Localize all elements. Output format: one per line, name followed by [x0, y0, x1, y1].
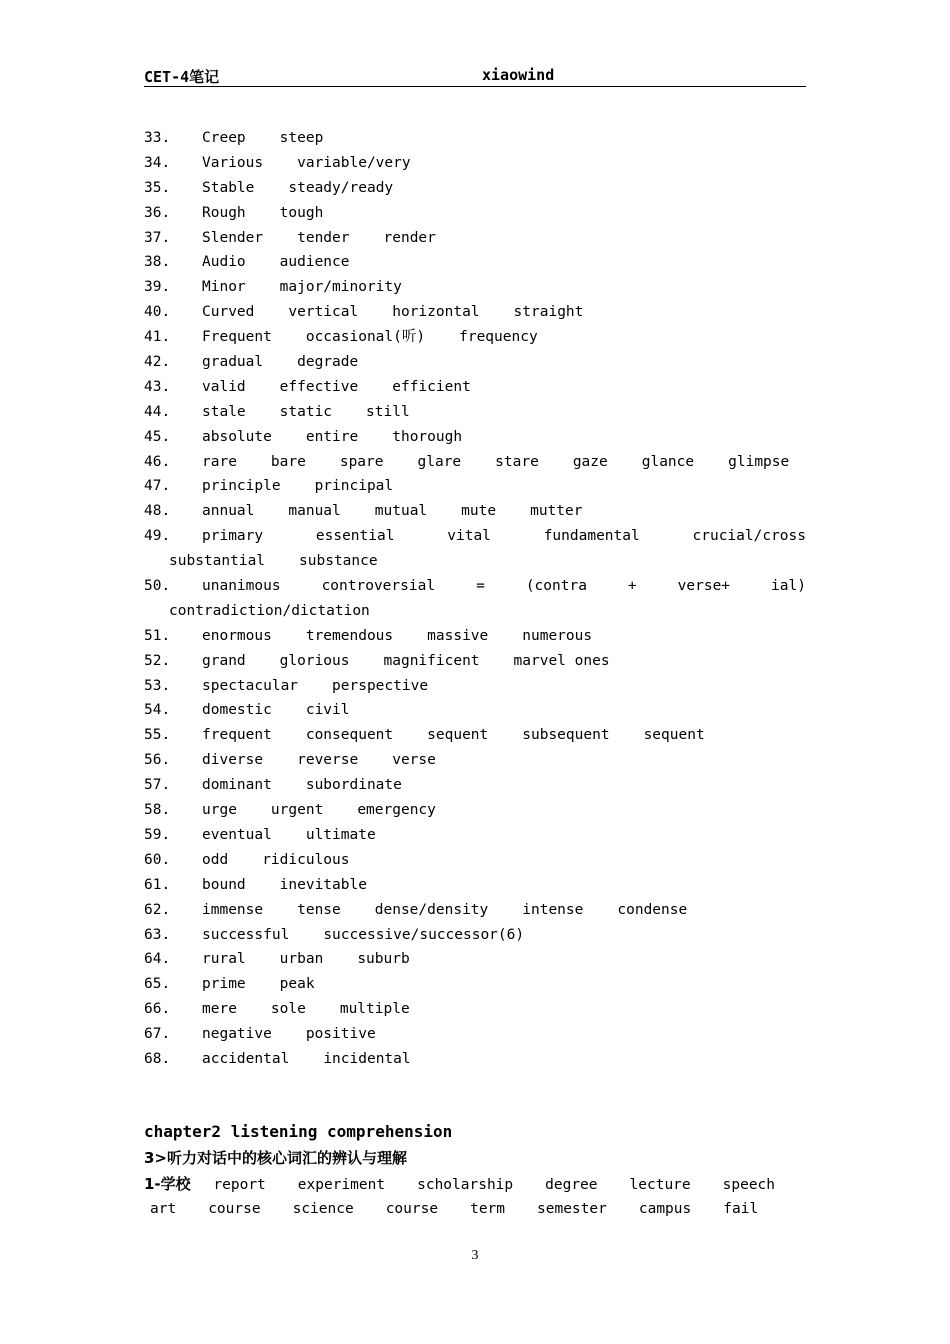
item-words — [202, 574, 806, 599]
vocab-word: unanimous — [202, 578, 281, 595]
vocab-word: contradiction/dictation — [169, 602, 370, 619]
item-number: 55. — [144, 727, 171, 744]
vocab-item — [144, 823, 806, 848]
vocab-item — [144, 848, 806, 873]
vocab-word: vertical — [288, 304, 359, 321]
item-words — [202, 151, 445, 176]
vocab-word: ial) — [771, 578, 806, 595]
item-number: 64. — [144, 951, 171, 968]
vocab-word: bound — [202, 876, 246, 893]
vocab-word: straight — [513, 304, 584, 321]
vocab-word: mere — [202, 1001, 237, 1018]
vocab-word: emergency — [357, 802, 436, 819]
item-words — [202, 823, 410, 848]
item-number: 43. — [144, 378, 171, 395]
item-number: 50. — [144, 578, 171, 595]
vocab-word: subsequent — [522, 727, 610, 744]
vocab-word: lecture — [629, 1177, 691, 1193]
vocab-word: mutter — [530, 503, 583, 520]
vocab-word: thorough — [392, 428, 463, 445]
vocab-item — [144, 499, 806, 524]
item-number: 40. — [144, 304, 171, 321]
vocab-item — [144, 275, 806, 300]
vocab-word: spectacular — [202, 677, 299, 694]
item-words — [202, 898, 721, 923]
vocab-word: controversial — [321, 578, 436, 595]
item-words — [202, 674, 462, 699]
item-number: 56. — [144, 752, 171, 769]
vocab-word: primary — [202, 528, 264, 545]
vocab-word: + — [627, 578, 637, 595]
vocab-item — [144, 151, 806, 176]
vocab-item — [144, 450, 806, 475]
vocab-word: successive/successor(6) — [323, 926, 525, 943]
vocab-item — [144, 375, 806, 400]
vocab-word: intense — [522, 901, 584, 918]
vocab-item — [144, 997, 806, 1022]
item-number: 60. — [144, 851, 171, 868]
vocab-word: (contra — [525, 578, 587, 595]
vocab-item — [144, 300, 806, 325]
vocab-word: steep — [279, 130, 324, 146]
vocab-item — [144, 201, 806, 226]
vocab-word: substance — [299, 553, 378, 570]
vocab-word: reverse — [297, 752, 359, 769]
item-number: 57. — [144, 777, 171, 794]
vocab-word: effective — [279, 378, 359, 395]
item-number: 59. — [144, 826, 171, 843]
vocab-item — [144, 226, 806, 251]
vocab-word: verse — [392, 752, 436, 769]
vocab-item — [144, 126, 806, 151]
item-words — [202, 400, 444, 425]
item-words — [202, 649, 644, 674]
vocab-word: urban — [279, 951, 324, 968]
vocab-word: course — [385, 1201, 439, 1217]
vocab-word: manual — [288, 503, 341, 520]
item-words — [202, 275, 436, 300]
item-words — [202, 972, 349, 997]
item-number: 67. — [144, 1026, 171, 1043]
item-words — [202, 201, 357, 226]
item-number: 38. — [144, 254, 171, 271]
vocab-word: spare — [339, 453, 384, 470]
vocab-word: domestic — [202, 702, 272, 719]
vocab-item — [144, 798, 806, 823]
item-number: 49. — [144, 528, 171, 545]
vocab-word: steady/ready — [288, 179, 394, 196]
vocab-word: tense — [297, 901, 341, 918]
vocab-word: grand — [202, 652, 246, 669]
item-words — [202, 848, 384, 873]
item-words — [202, 773, 436, 798]
vocab-word: ultimate — [305, 826, 376, 843]
vocab-word: annual — [202, 503, 255, 520]
vocab-item — [144, 1047, 806, 1072]
vocab-word: ridiculous — [262, 851, 350, 868]
vocab-word: urge — [202, 802, 237, 819]
item-words — [202, 798, 470, 823]
vocab-word: diverse — [202, 752, 264, 769]
vocab-word: crucial/cross — [692, 528, 806, 545]
vocab-word: mute — [461, 503, 497, 520]
item-number: 61. — [144, 876, 171, 893]
vocab-word: occasional(听) — [305, 329, 426, 346]
item-words — [202, 126, 357, 151]
item-words — [202, 474, 427, 499]
vocab-word: major/minority — [279, 279, 402, 296]
vocab-word: sole — [270, 1001, 306, 1018]
vocab-word: audience — [279, 254, 350, 271]
vocab-item — [144, 400, 806, 425]
item-words — [202, 923, 558, 948]
vocab-word: entire — [305, 428, 359, 445]
vocab-item — [144, 425, 806, 450]
vocab-word: scholarship — [417, 1177, 514, 1193]
vocab-word: stare — [495, 453, 539, 470]
item-words — [202, 375, 505, 400]
vocab-word: science — [292, 1201, 354, 1217]
vocab-item-continuation — [144, 599, 806, 624]
item-number: 51. — [144, 627, 171, 644]
item-number: 66. — [144, 1001, 171, 1018]
vocab-word: semester — [537, 1201, 607, 1217]
item-number: 62. — [144, 901, 171, 918]
vocab-item — [144, 649, 806, 674]
vocab-word: glimpse — [728, 453, 790, 470]
vocab-word: Creep — [202, 130, 246, 146]
vocab-word: report — [213, 1177, 266, 1193]
vocab-word: gradual — [202, 354, 264, 371]
vocab-word: glance — [641, 453, 695, 470]
item-words — [202, 350, 392, 375]
vocab-item — [144, 698, 806, 723]
item-number: 53. — [144, 677, 171, 694]
item-number: 46. — [144, 453, 171, 470]
item-number: 63. — [144, 926, 171, 943]
vocab-word: still — [366, 403, 410, 420]
vocab-item — [144, 773, 806, 798]
item-number: 34. — [144, 154, 171, 171]
vocab-word: art — [150, 1201, 177, 1217]
vocab-word: enormous — [202, 627, 272, 644]
item-number: 37. — [144, 229, 171, 246]
chapter-heading: chapter2 listening comprehension — [144, 1122, 453, 1141]
vocab-word: inevitable — [279, 876, 367, 893]
vocab-word: principal — [314, 478, 394, 495]
vocab-word: fundamental — [543, 528, 640, 545]
vocab-word: subordinate — [305, 777, 402, 794]
vocab-item — [144, 574, 806, 599]
vocab-item — [144, 250, 806, 275]
vocab-word: essential — [315, 528, 395, 545]
item-words — [202, 997, 444, 1022]
item-number: 52. — [144, 652, 171, 669]
item-number: 45. — [144, 428, 171, 445]
item-number: 35. — [144, 179, 171, 196]
vocab-word: substantial — [169, 553, 266, 570]
school-label: 1-学校 — [144, 1175, 191, 1193]
vocab-word: incidental — [323, 1050, 411, 1067]
vocab-word: dense/density — [374, 901, 489, 918]
vocab-word: = — [476, 578, 485, 595]
item-words — [202, 624, 626, 649]
vocab-word: Rough — [202, 204, 246, 221]
school-vocab-line — [144, 1172, 807, 1197]
vocab-word: multiple — [339, 1001, 410, 1018]
vocab-word: suburb — [357, 951, 410, 968]
vocab-word: fail — [723, 1201, 759, 1217]
vocab-word: Slender — [202, 229, 264, 246]
vocab-word: campus — [638, 1201, 692, 1217]
item-words — [202, 698, 384, 723]
vocab-word: course — [208, 1201, 261, 1217]
item-words — [202, 947, 444, 972]
vocab-word: numerous — [522, 627, 593, 644]
vocab-word: speech — [722, 1177, 776, 1193]
item-number: 33. — [144, 130, 171, 146]
vocab-word: peak — [279, 976, 315, 993]
vocab-word: urgent — [270, 802, 324, 819]
vocab-word: sequent — [427, 727, 489, 744]
vocab-word: efficient — [392, 378, 471, 395]
vocab-item — [144, 524, 806, 549]
vocab-word: render — [383, 229, 436, 246]
vocab-word: prime — [202, 976, 246, 993]
vocab-item — [144, 176, 806, 201]
item-number: 44. — [144, 403, 171, 420]
item-words — [202, 723, 739, 748]
vocab-item — [144, 624, 806, 649]
header-author: xiaowind — [482, 66, 555, 84]
vocab-word: bare — [270, 453, 306, 470]
vocab-word: term — [470, 1201, 506, 1217]
vocab-word: degree — [545, 1177, 598, 1193]
item-number: 65. — [144, 976, 171, 993]
page-number: 3 — [471, 1248, 479, 1263]
vocab-word: principle — [202, 478, 281, 495]
vocab-word: variable/very — [297, 154, 411, 171]
item-words — [202, 325, 572, 350]
vocab-word: valid — [202, 378, 246, 395]
item-words — [202, 450, 823, 475]
item-words — [202, 748, 470, 773]
vocabulary-list — [144, 126, 806, 1072]
vocab-word: tough — [279, 204, 324, 221]
item-words — [202, 873, 401, 898]
vocab-word: degrade — [297, 354, 359, 371]
vocab-word: sequent — [643, 727, 705, 744]
vocab-word: immense — [202, 901, 264, 918]
vocab-word: frequent — [202, 727, 272, 744]
vocab-item — [144, 674, 806, 699]
vocab-word: rare — [202, 453, 237, 470]
vocab-word: absolute — [202, 428, 272, 445]
item-number: 58. — [144, 802, 171, 819]
item-words — [202, 300, 617, 325]
item-number: 41. — [144, 329, 171, 346]
vocab-word: dominant — [202, 777, 272, 794]
vocab-item — [144, 474, 806, 499]
vocab-word: static — [279, 403, 333, 420]
item-number: 48. — [144, 503, 171, 520]
vocab-word: tremendous — [305, 627, 394, 644]
vocab-word: experiment — [297, 1177, 386, 1193]
vocab-word: vital — [447, 528, 491, 545]
vocab-word: successful — [202, 926, 290, 943]
item-number: 39. — [144, 279, 171, 296]
vocab-word: Stable — [202, 179, 255, 196]
vocab-item — [144, 748, 806, 773]
vocab-word: Various — [202, 154, 264, 171]
vocab-word: negative — [202, 1026, 272, 1043]
vocab-item — [144, 1022, 806, 1047]
school-vocab-line-2 — [150, 1197, 790, 1222]
item-words — [202, 176, 427, 201]
vocab-word: gaze — [572, 453, 608, 470]
header-title: CET-4笔记 — [144, 68, 220, 86]
vocab-item — [144, 923, 806, 948]
vocab-item — [144, 350, 806, 375]
vocab-word: Minor — [202, 279, 246, 296]
vocab-word: glorious — [279, 652, 350, 669]
item-words — [202, 425, 496, 450]
vocab-item-continuation — [144, 549, 806, 574]
vocab-word: Audio — [202, 254, 246, 271]
vocab-word: massive — [427, 627, 489, 644]
vocab-word: mutual — [374, 503, 428, 520]
item-number: 68. — [144, 1050, 171, 1067]
vocab-word: Frequent — [202, 329, 272, 346]
vocab-item — [144, 723, 806, 748]
vocab-word: rural — [202, 951, 246, 968]
item-words — [202, 524, 806, 549]
vocab-word: accidental — [202, 1050, 290, 1067]
item-words — [202, 1047, 445, 1072]
vocab-word: frequency — [459, 329, 538, 346]
item-words — [202, 226, 470, 251]
item-words — [202, 499, 616, 524]
vocab-item — [144, 947, 806, 972]
item-words — [202, 1022, 410, 1047]
vocab-word: Curved — [202, 304, 255, 321]
vocab-word: glare — [417, 453, 462, 470]
item-number: 47. — [144, 478, 171, 495]
vocab-word: positive — [305, 1026, 376, 1043]
vocab-word: verse+ — [677, 578, 731, 595]
item-number: 36. — [144, 204, 171, 221]
vocab-item — [144, 898, 806, 923]
vocab-word: condense — [617, 901, 688, 918]
vocab-word: marvel ones — [513, 652, 610, 669]
page-header — [144, 66, 806, 87]
vocab-word: tender — [297, 229, 350, 246]
vocab-word: odd — [202, 851, 229, 868]
vocab-word: magnificent — [383, 652, 480, 669]
item-number: 54. — [144, 702, 171, 719]
section-heading: 3>听力对话中的核心词汇的辨认与理解 — [144, 1149, 408, 1167]
item-words — [202, 250, 384, 275]
vocab-word: horizontal — [392, 304, 480, 321]
vocab-item — [144, 972, 806, 997]
vocab-item — [144, 325, 806, 350]
vocab-item — [144, 873, 806, 898]
vocab-word: stale — [202, 403, 246, 420]
vocab-word: consequent — [305, 727, 394, 744]
vocab-word: eventual — [202, 826, 272, 843]
item-number: 42. — [144, 354, 171, 371]
vocab-word: perspective — [332, 677, 429, 694]
vocab-word: civil — [305, 702, 350, 719]
